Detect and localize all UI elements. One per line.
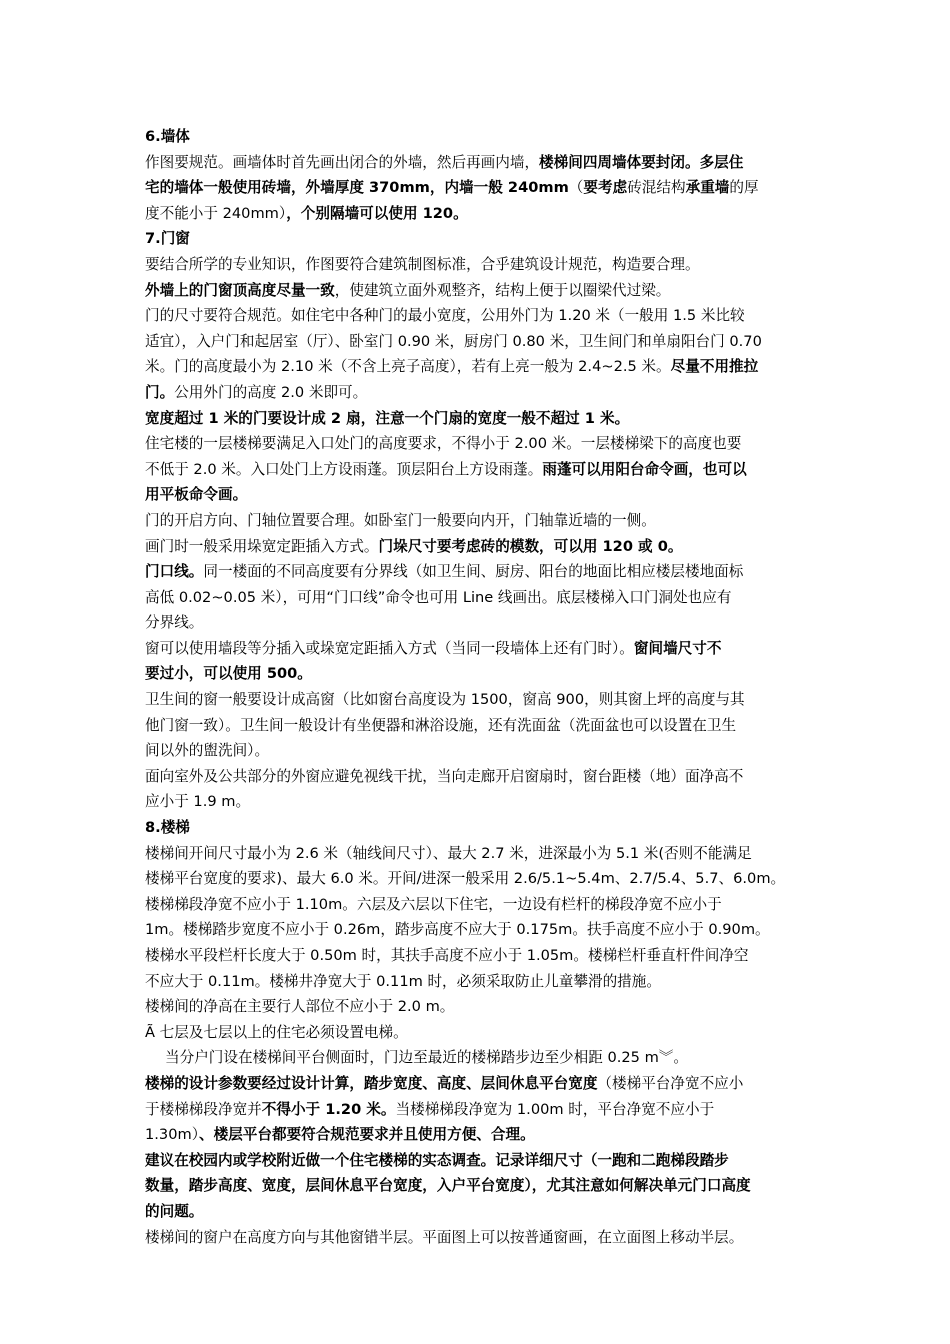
text: ，使建筑立面外观整齐，结构上便于以圈梁代过梁。: [334, 281, 671, 299]
text: 1.30m）: [145, 1126, 200, 1144]
text-line: [145, 1122, 820, 1148]
bold-text: 尽量不用推拉: [670, 358, 759, 376]
text-line: [145, 610, 820, 636]
text-line: [145, 380, 820, 406]
bold-text: ，个别隔墙可以使用 120。: [286, 204, 468, 222]
text: 于楼梯梯段净宽并: [145, 1100, 262, 1118]
text-line: [145, 841, 820, 867]
text-line: [145, 1225, 820, 1251]
text-line: [145, 457, 820, 483]
bold-text: 窗间墙尺寸不: [633, 639, 722, 657]
text: 应小于 1.9 m。: [145, 793, 251, 811]
text: （楼梯平台净宽不应小: [597, 1074, 744, 1092]
text: 卫生间的窗一般要设计成高窗（比如窗台高度设为 1500，窗高 900，则其窗上坪的高度与其: [145, 691, 745, 709]
bold-text: 宅的墙体一般使用砖墙，外墙厚度 370mm，内墙一般 240mm: [145, 179, 569, 197]
bold-text: 外墙上的门窗顶高度尽量一致: [145, 281, 335, 299]
bold-text: 承重墙: [685, 179, 730, 197]
text-line: [145, 1020, 820, 1046]
text-line: [145, 431, 820, 457]
text-line: [145, 585, 820, 611]
text-line: [145, 1097, 820, 1123]
text-line: [145, 969, 820, 995]
text: 公用外门的高度 2.0 米即可。: [174, 383, 368, 401]
text: 作图要规范。画墙体时首先画出闭合的外墙，然后再画内墙，: [145, 153, 540, 171]
bold-text: 要考虑: [583, 179, 628, 197]
text: 窗可以使用墙段等分插入或垛宽定距插入方式（当同一段墙体上还有门时）。: [145, 639, 634, 657]
text: 砖混结构: [627, 179, 686, 197]
bold-text: 不得小于 1.20 米。: [261, 1100, 396, 1118]
text-line: [145, 1045, 820, 1071]
text: 画门时一般采用垛宽定距插入方式。: [145, 537, 379, 555]
text-line: [145, 661, 820, 687]
bold-text: 门口线。: [145, 563, 204, 581]
bold-text: 要过小，可以使用 500。: [145, 665, 312, 683]
text-line: [145, 329, 820, 355]
text-line: [145, 1071, 820, 1097]
bold-text: 7.门窗: [145, 230, 190, 248]
text: 不应大于 0.11m。楼梯井净宽大于 0.11m 时，必须采取防止儿童攀滑的措施。: [145, 972, 661, 990]
text: 不低于 2.0 米。入口处门上方设雨蓬。顶层阳台上方设雨蓬。: [145, 460, 543, 478]
text: 间以外的盥洗间）。: [145, 742, 270, 760]
text-line: [145, 713, 820, 739]
text: 他门窗一致）。卫生间一般设计有坐便器和淋浴设施，还有洗面盆（洗面盆也可以设置在卫生: [145, 716, 737, 734]
text-line: [145, 892, 820, 918]
text-line: [145, 150, 820, 176]
text: 门的尺寸要符合规范。如住宅中各种门的最小宽度，公用外门为 1.20 米（一般用 1.5 米比较: [145, 307, 745, 325]
bold-text: 用平板命令画。: [145, 486, 248, 504]
text: 的厚: [729, 179, 759, 197]
text: 同一楼面的不同高度要有分界线（如卫生间、厨房、阳台的地面比相应楼层楼地面标: [203, 563, 744, 581]
text-line: [145, 815, 820, 841]
text-line: [145, 303, 820, 329]
document-body: [145, 124, 820, 1250]
text-line: [145, 687, 820, 713]
text: 米。门的高度最小为 2.10 米（不含上亮子高度），若有上亮一般为 2.4~2.5 米。: [145, 358, 671, 376]
text: 楼梯水平段栏杆长度大于 0.50m 时，其扶手高度不应小于 1.05m。楼梯栏杆垂直杆件间净空: [145, 947, 749, 964]
text-line: [145, 354, 820, 380]
bold-text: 雨蓬可以用阳台命令画，也可以: [542, 460, 747, 478]
bold-text: 楼梯间四周墙体要封闭。多层住: [539, 153, 744, 171]
text: 门的开启方向、门轴位置要合理。如卧室门一般要向内开，门轴靠近墙的一侧。: [145, 511, 656, 529]
bold-text: 、楼层平台都要符合规范要求并且使用方便、合理。: [199, 1126, 535, 1144]
text-line: [145, 508, 820, 534]
text: 1m。楼梯踏步宽度不应小于 0.26m，踏步高度不应大于 0.175m。扶手高度不应小于 0.90m。: [145, 921, 770, 939]
bold-text: 门。: [145, 383, 175, 401]
text-line: [145, 789, 820, 815]
text: Ã 七层及七层以上的住宅必须设置电梯。: [145, 1023, 408, 1041]
text-line: [145, 482, 820, 508]
text-line: [145, 201, 820, 227]
bold-text: 8.楼梯: [145, 819, 190, 837]
text-line: [145, 175, 820, 201]
text-line: [145, 559, 820, 585]
bold-text: 数量，踏步高度、宽度，层间休息平台宽度，入户平台宽度），尤其注意如何解决单元门口高度: [145, 1177, 751, 1195]
text-line: [145, 1148, 820, 1174]
text-line: [145, 1173, 820, 1199]
text-line: [145, 1199, 820, 1225]
text: 楼梯间的窗户在高度方向与其他窗错半层。平面图上可以按普通窗画，在立面图上移动半层。: [145, 1228, 744, 1246]
text-line: [145, 124, 820, 150]
text-line: [145, 278, 820, 304]
text-line: [145, 943, 820, 969]
text-line: [145, 406, 820, 432]
text: 楼梯平台宽度的要求)、最大 6.0 米。开间/进深一般采用 2.6/5.1~5.4m、2.7/5.4、5.7、6.0m。: [145, 870, 786, 888]
text: 高低 0.02~0.05 米），可用“门口线”命令也可用 Line 线画出。底层楼梯入口门洞处也应有: [145, 588, 732, 606]
text: 当楼梯梯段净宽为 1.00m 时，平台净宽不应小于: [395, 1100, 715, 1118]
text: 分界线。: [145, 614, 204, 632]
text-line: [145, 866, 820, 892]
bold-text: 的问题。: [145, 1202, 204, 1220]
bold-text: 楼梯的设计参数要经过设计计算，踏步宽度、高度、层间休息平台宽度: [145, 1074, 598, 1092]
text: 楼梯梯段净宽不应小于 1.10m。六层及六层以下住宅，一边设有栏杆的梯段净宽不应小于: [145, 895, 722, 913]
bold-text: 门垛尺寸要考虑砖的模数，可以用 120 或 0。: [378, 537, 683, 555]
text: 楼梯间开间尺寸最小为 2.6 米（轴线间尺寸）、最大 2.7 米，进深最小为 5.1 米(否则不能满足: [145, 844, 752, 862]
text-line: [145, 994, 820, 1020]
text-line: [145, 534, 820, 560]
text-line: [145, 252, 820, 278]
text: 面向室外及公共部分的外窗应避免视线干扰，当向走廊开启窗扇时，窗台距楼（地）面净高不: [145, 767, 744, 785]
text-line: [145, 917, 820, 943]
text-line: [145, 764, 820, 790]
text: （: [568, 179, 584, 197]
text: 适宜），入户门和起居室（厅）、卧室门 0.90 米，厨房门 0.80 米，卫生间门和单扇阳台门 0.70: [145, 332, 762, 350]
text: 住宅楼的一层楼梯要满足入口处门的高度要求，不得小于 2.00 米。一层楼梯梁下的高度也要: [145, 435, 742, 453]
text: 楼梯间的净高在主要行人部位不应小于 2.0 m。: [145, 998, 455, 1016]
text-line: [145, 226, 820, 252]
bold-text: 6.墙体: [145, 128, 190, 145]
text-line: [145, 738, 820, 764]
bold-text: 建议在校园内或学校附近做一个住宅楼梯的实态调查。记录详细尺寸（一跑和二跑梯段踏步: [145, 1151, 729, 1169]
text: 要结合所学的专业知识，作图要符合建筑制图标准，合乎建筑设计规范，构造要合理。: [145, 255, 700, 273]
text: 度不能小于 240mm）: [145, 204, 287, 222]
bold-text: 宽度超过 1 米的门要设计成 2 扇，注意一个门扇的宽度一般不超过 1 米。: [145, 409, 630, 427]
text-line: [145, 636, 820, 662]
text: 当分户门设在楼梯间平台侧面时，门边至最近的楼梯踏步边至少相距 0.25 m︾。: [165, 1049, 688, 1067]
